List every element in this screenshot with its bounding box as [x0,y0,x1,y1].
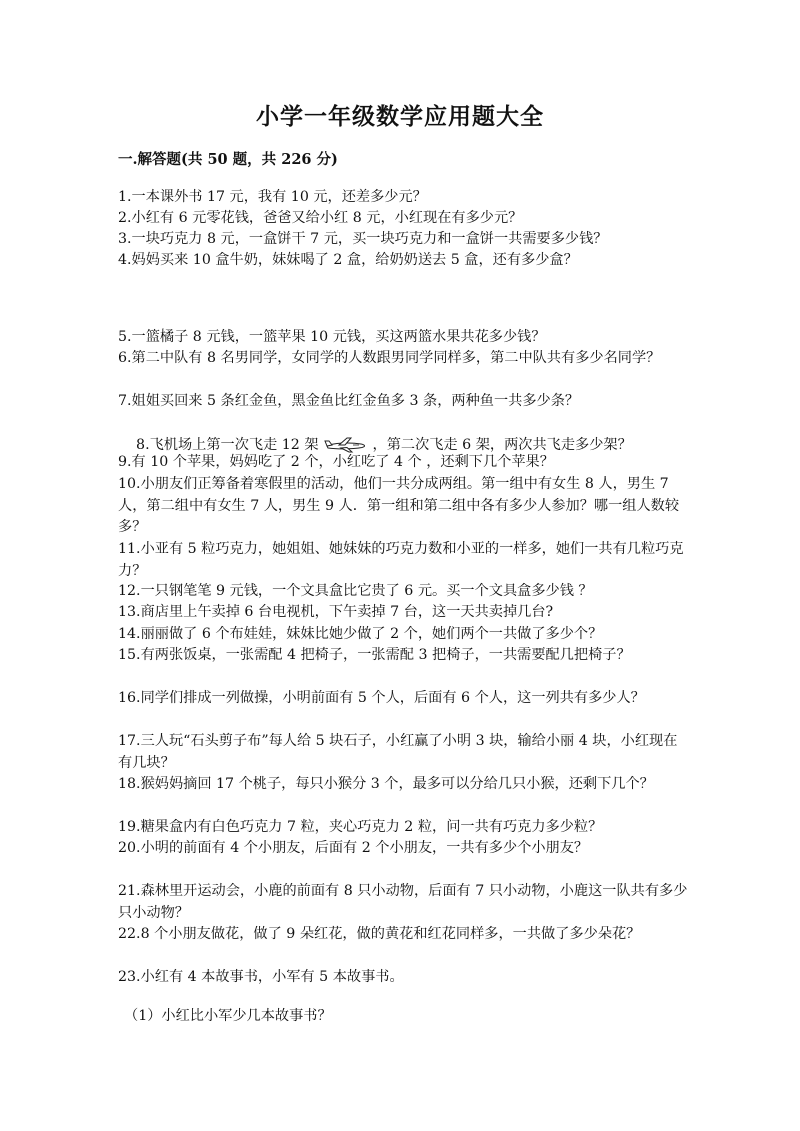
question-3: 3.一块巧克力 8 元，一盒饼干 7 元，买一块巧克力和一盒饼一共需要多少钱？ [118,231,608,247]
question-6: 6.第二中队有 8 名男同学，女同学的人数跟男同学同样多，第二中队共有多少名同学？ [118,350,661,366]
question-4: 4.妈妈买来 10 盒牛奶，妹妹喝了 2 盒，给奶奶送去 5 盒，还有多少盒？ [118,252,578,268]
question-13: 13.商店里上午卖掉 6 台电视机，下午卖掉 7 台，这一天共卖掉几台? [118,604,554,620]
question-20: 20.小明的前面有 4 个小朋友，后面有 2 个小朋友，一共有多少个小朋友？ [118,840,589,856]
question-8-part1: 8.飞机场上第一次飞走 12 架 [136,436,319,453]
question-16: 16.同学们排成一列做操，小明前面有 5 个人，后面有 6 个人，这一列共有多少人？ [118,690,645,706]
question-21: 21.森林里开运动会，小鹿的前面有 8 只小动物，后面有 7 只小动物，小鹿这一队共有多少只小动物？ [118,883,688,921]
question-1: 1.一本课外书 17 元，我有 10 元，还差多少元？ [118,189,427,205]
question-2: 2.小红有 6 元零花钱，爸爸又给小红 8 元，小红现在有多少元？ [118,210,523,226]
question-8-part2: ，第二次飞走 6 架，两次共飞走多少架？ [372,436,632,453]
question-23: 23.小红有 4 本故事书，小军有 5 本故事书。 [118,969,404,985]
question-12: 12.一只钢笔笔 9 元钱，一个文具盒比它贵了 6 元。买一个文具盒多少钱 ？ [118,583,593,599]
question-14: 14.丽丽做了 6 个布娃娃，妹妹比她少做了 2 个，她们两个一共做了多少个？ [118,626,603,642]
question-11: 11.小亚有 5 粒巧克力，她姐姐、她妹妹的巧克力数和小亚的一样多，她们一共有几粒巧克力？ [118,541,684,579]
question-19: 19.糖果盒内有白色巧克力 7 粒，夹心巧克力 2 粒，问一共有巧克力多少粒？ [118,819,603,835]
page-title: 小学一年级数学应用题大全 [256,103,544,130]
question-5: 5.一篮橘子 8 元钱，一篮苹果 10 元钱，买这两篮水果共花多少钱？ [118,329,546,345]
question-17: 17.三人玩“石头剪子布”每人给 5 块石子，小红赢了小明 3 块，输给小丽 4 块，小红现在有几块？ [118,733,678,771]
question-18: 18.猴妈妈摘回 17 个桃子，每只小猴分 3 个，最多可以分给几只小猴，还剩下几个？ [118,776,654,792]
question-9: 9.有 10 个苹果，妈妈吃了 2 个，小红吃了 4 个 ，还剩下几个苹果？ [118,454,554,470]
question-10: 10.小朋友们正筹备着寒假里的活动，他们一共分成两组。第一组中有女生 8 人，男生 7 人，第二组中有女生 7 人，男生 9 人．第一组和第二组中各有多少人参加？哪一组人数较多？ [118,476,680,535]
airplane-icon [323,435,367,453]
question-22: 22.8 个小朋友做花，做了 9 朵红花，做的黄花和红花同样多，一共做了多少朵花？ [118,926,641,942]
question-15: 15.有两张饭桌，一张需配 4 把椅子，一张需配 3 把椅子，一共需要配几把椅子？ [118,647,631,663]
question-7: 7.姐姐买回来 5 条红金鱼，黑金鱼比红金鱼多 3 条，两种鱼一共多少条？ [118,393,580,409]
section-heading: 一.解答题(共 50 题，共 226 分) [118,151,338,168]
sub-question-1: （1）小红比小军少几本故事书？ [124,1008,332,1024]
